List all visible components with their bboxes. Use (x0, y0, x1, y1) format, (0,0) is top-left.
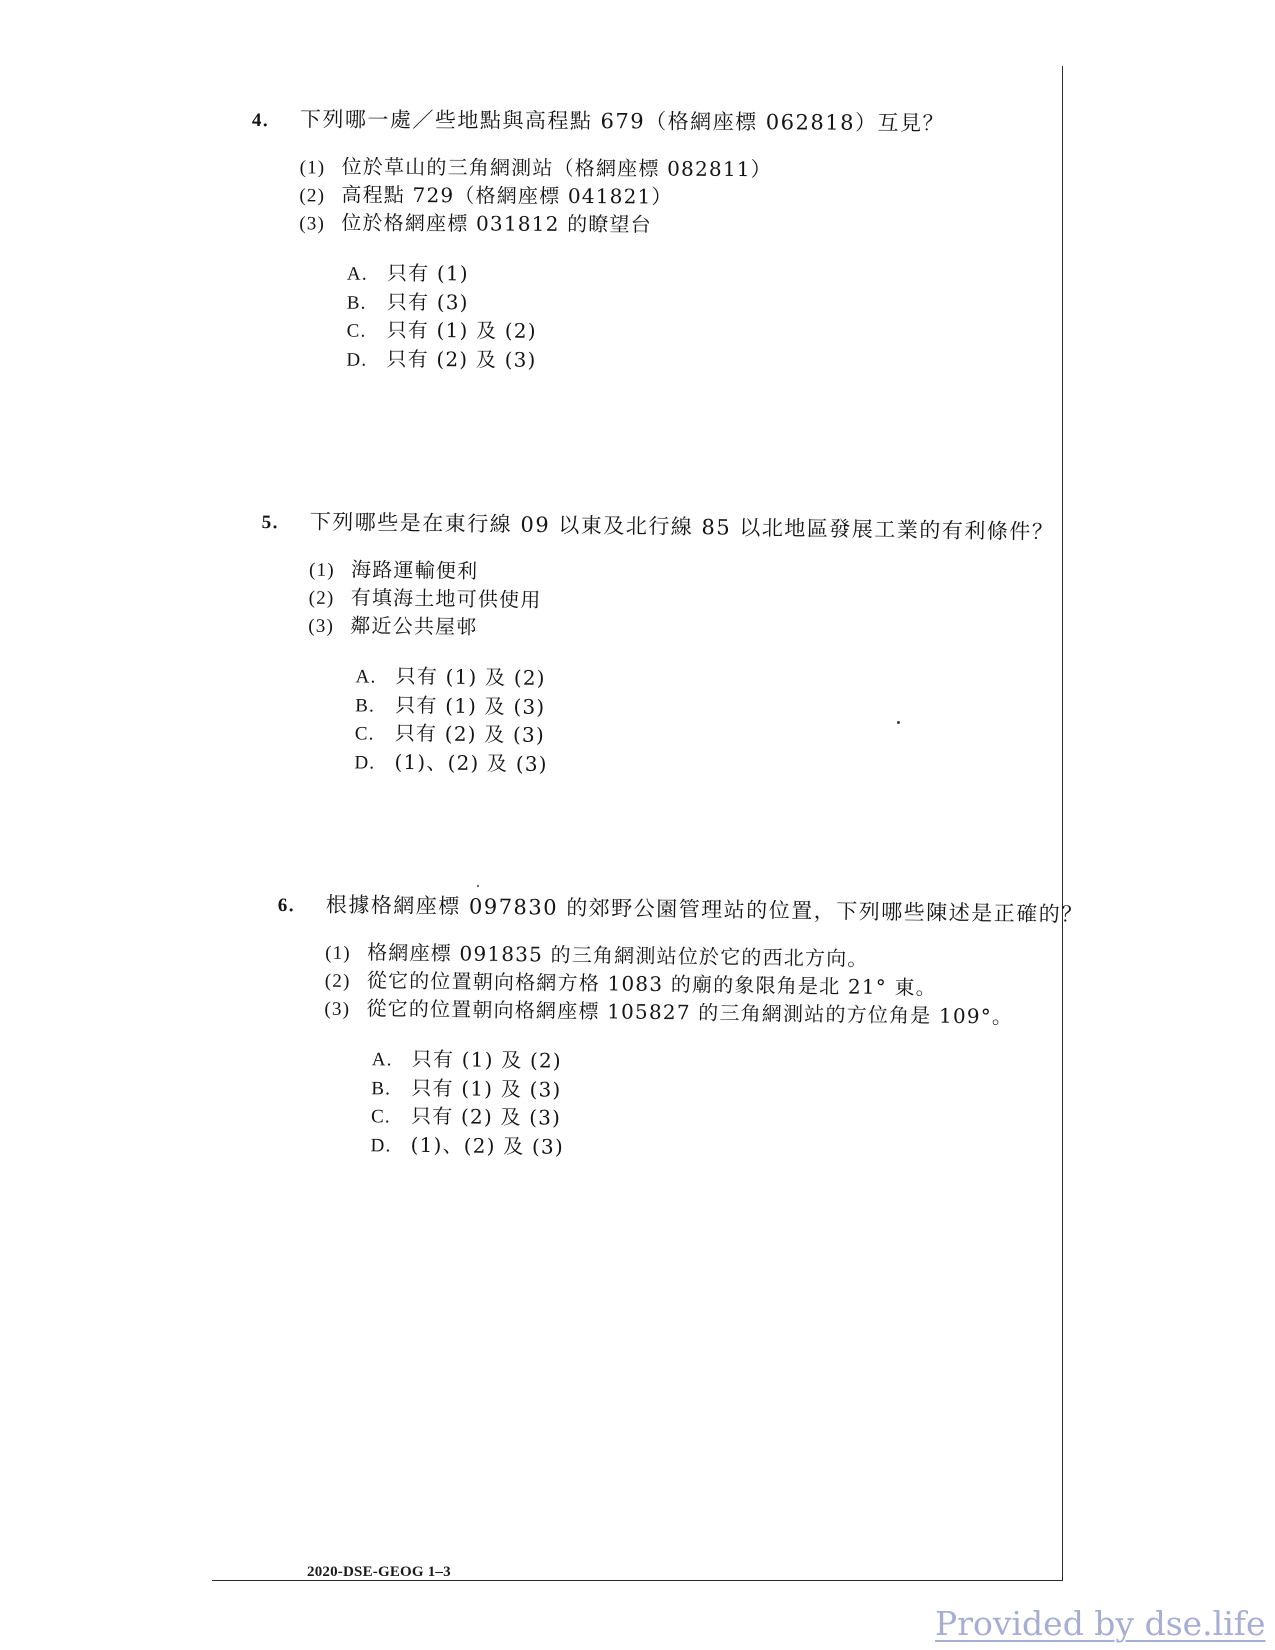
option-letter: C. (354, 723, 375, 745)
option-c (347, 317, 944, 349)
statement-label: (3) (299, 213, 326, 235)
option-text: 只有 (3) (386, 289, 469, 314)
option-letter: B. (371, 1077, 392, 1099)
option-text: 只有 (1) 及 (2) (411, 1046, 563, 1073)
option-text: (1)、(2) 及 (3) (394, 749, 548, 776)
statement-text: 格網座標 091835 的三角網測站位於它的西北方向。 (367, 940, 869, 971)
question-text: 下列哪些是在東行線 09 以東及北行線 85 以北地區發展工業的有利條件？ (309, 509, 1055, 545)
option-text: 只有 (1) (386, 260, 469, 286)
option-text: 只有 (1) 及 (2) (395, 663, 546, 690)
option-letter: B. (346, 292, 367, 314)
option-text: 只有 (1) 及 (3) (411, 1075, 562, 1102)
option-d (346, 345, 943, 377)
option-letter: B. (355, 694, 376, 717)
answer-options (346, 260, 944, 378)
question-number: 4. (251, 109, 270, 132)
option-text: 只有 (1) 及 (3) (395, 692, 546, 719)
question-text: 下列哪一處／些地點與高程點 679（格網座標 062818）互見？ (299, 107, 946, 136)
scan-speck (477, 885, 479, 887)
option-letter: A. (371, 1049, 393, 1071)
paper-code-footer: 2020-DSE-GEOG 1–3 (307, 1564, 451, 1580)
statement-list (324, 939, 1083, 1033)
option-letter: D. (354, 751, 376, 774)
option-letter: D. (370, 1134, 392, 1157)
statement-label: (3) (324, 998, 351, 1020)
option-b (347, 288, 944, 320)
statement-text: 高程點 729（格網座標 041821） (341, 182, 673, 209)
statement-list (308, 556, 1054, 650)
statement-text: 位於格網座標 031812 的瞭望台 (341, 210, 653, 237)
option-text: 只有 (2) 及 (3) (386, 346, 537, 372)
question-4 (250, 103, 945, 377)
statement-label: (1) (325, 942, 352, 964)
question-5 (258, 505, 1054, 786)
statement-text: 從它的位置朝向格網座標 105827 的三角網測站的方位角是 109°。 (366, 996, 1014, 1029)
statement-text: 海路運輸便利 (350, 557, 479, 584)
statement-label: (2) (324, 970, 351, 992)
answer-options (370, 1045, 1081, 1168)
statement-label: (1) (299, 157, 326, 179)
statement-text: 鄰近公共屋邨 (350, 613, 478, 640)
option-letter: D. (346, 349, 368, 371)
question-text: 根據格網座標 097830 的郊野公園管理站的位置，下列哪些陳述是正確的？ (325, 892, 1084, 927)
question-number: 6. (277, 894, 296, 917)
question-stem (252, 103, 945, 137)
statement-label: (3) (308, 615, 335, 638)
statement-1 (300, 153, 945, 185)
question-number: 5. (261, 511, 280, 534)
option-letter: C. (346, 320, 367, 342)
option-letter: A. (355, 666, 377, 688)
option-text: 只有 (1) 及 (2) (386, 317, 537, 343)
statement-text: 從它的位置朝向格網方格 1083 的廟的象限角是北 21° 東。 (366, 968, 938, 1000)
statement-label: (2) (308, 587, 335, 610)
option-a (347, 260, 944, 292)
statement-2 (299, 181, 944, 213)
question-6 (274, 888, 1083, 1169)
question-stem (278, 888, 1084, 929)
option-text: 只有 (2) 及 (3) (394, 720, 546, 747)
scan-speck (897, 721, 900, 724)
question-stem (262, 505, 1055, 546)
statement-label: (2) (299, 185, 326, 207)
option-text: (1)、(2) 及 (3) (410, 1132, 565, 1159)
statement-text: 位於草山的三角網測站（格網座標 082811） (341, 154, 772, 182)
option-text: 只有 (2) 及 (3) (410, 1103, 562, 1130)
statement-label: (1) (308, 559, 336, 582)
page-right-border (1062, 66, 1063, 1581)
statement-text: 有填海土地可供使用 (350, 585, 542, 612)
statement-3 (299, 209, 944, 241)
statement-list (299, 153, 945, 241)
answer-options (354, 662, 1052, 786)
option-letter: C. (370, 1106, 391, 1128)
provider-watermark-link[interactable]: Provided by dse.life (935, 1604, 1266, 1643)
option-letter: A. (346, 263, 368, 285)
